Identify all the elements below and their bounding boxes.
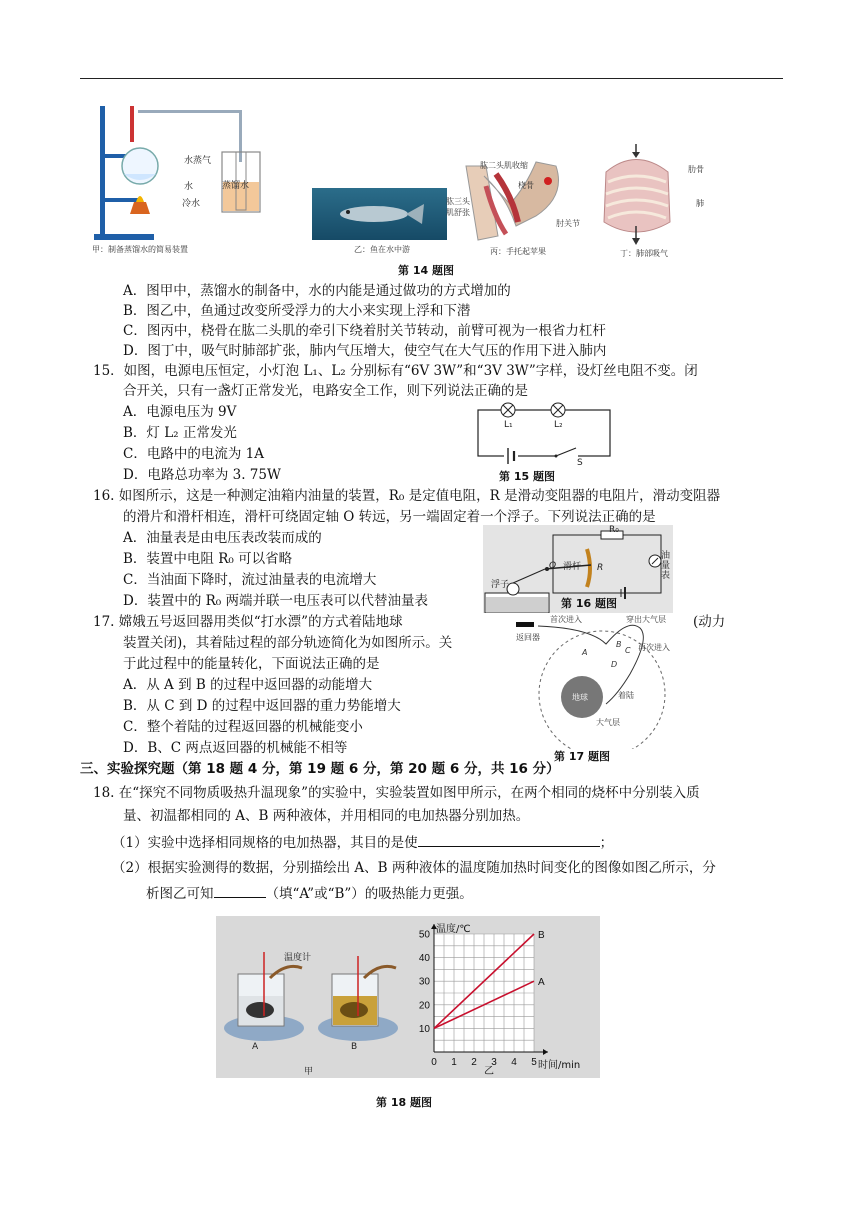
q14-option-c: C．图丙中，桡骨在肱二头肌的牵引下绕着肘关节转动，前臂可视为一根省力杠杆 — [123, 323, 606, 339]
chart-x-tick-label: 0 — [431, 1057, 437, 1068]
label-cold-water: 冷水 — [182, 199, 201, 209]
q18-part2-line1: （2）根据实验测得的数据，分别描绘出 A、B 两种液体的温度随加热时间变化的图像如图乙所示，分 — [112, 860, 716, 876]
label-rib: 肋骨 — [688, 165, 704, 174]
q14-option-b: B．图乙中，鱼通过改变所受浮力的大小来实现上浮和下潜 — [123, 303, 471, 319]
chart-x-tick-label: 3 — [491, 1057, 497, 1068]
q14-option-d: D．图丁中，吸气时肺部扩张，肺内气压增大，使空气在大气压的作用下进入肺内 — [123, 343, 607, 359]
label-slider: 滑杆 — [563, 562, 582, 572]
q18-part1-text: （1）实验中选择相同规格的电加热器，其目的是使 — [112, 835, 418, 851]
label-l1: L₁ — [504, 420, 513, 430]
q18-stem-line1: 18. 在“探究不同物质吸热升温现象”的实验中，实验装置如图甲所示，在两个相同的烧杯中分别装入质 — [93, 785, 700, 801]
label-elbow: 肘关节 — [556, 219, 580, 228]
header-rule — [80, 78, 783, 79]
q17-stem-line1: 17. 嫦娥五号返回器用类似“打水漂”的方式着陆地球 — [93, 614, 403, 630]
chart-series-label-a: A — [538, 977, 545, 989]
q16-option-a: A．油量表是由电压表改装而成的 — [123, 530, 322, 546]
caption-yi: 乙：鱼在水中游 — [354, 245, 410, 254]
fig15-title: 第 15 题图 — [499, 470, 555, 483]
q18-part2-lead: 析图乙可知 — [146, 886, 214, 902]
q17-stem-line2: 装置关闭)，其着陆过程的部分轨迹简化为如图所示。关 — [123, 635, 453, 651]
q15-stem-line2: 合开关，只有一盏灯正常发光，电路安全工作，则下列说法正确的是 — [123, 383, 528, 399]
label-c: C — [625, 646, 631, 655]
chart-x-arrow — [543, 1049, 548, 1055]
label-atmosphere: 大气层 — [596, 718, 620, 727]
chart-series-label-b: B — [538, 930, 545, 941]
ribcage-illustration — [596, 142, 706, 247]
q16-option-d: D．装置中的 R₀ 两端并联一电压表可以代替油量表 — [123, 593, 428, 609]
fig14-ding — [596, 142, 741, 262]
fig17-trajectory — [510, 614, 690, 764]
fish-photo — [312, 188, 447, 240]
label-l2: L₂ — [554, 420, 563, 430]
label-exit: 穿出大气层 — [626, 615, 666, 624]
chart-x-axis-label: 时间/min — [538, 1060, 581, 1071]
temperature-time-chart — [406, 916, 600, 1078]
fig14-title: 第 14 题图 — [398, 264, 454, 277]
fig14-bing — [446, 156, 596, 261]
chart-panel-label: 乙 — [484, 1066, 494, 1077]
q15-option-d: D．电路总功率为 3. 75W — [123, 467, 281, 483]
q17-option-a: A．从 A 到 B 的过程中返回器的动能增大 — [123, 677, 373, 693]
label-earth: 地球 — [572, 693, 588, 702]
q14-option-a: A．图甲中，蒸馏水的制备中，水的内能是通过做功的方式增加的 — [123, 283, 511, 299]
q15-option-c: C．电路中的电流为 1A — [123, 446, 264, 462]
chart-x-tick-label: 1 — [451, 1057, 457, 1068]
q18-part2-blank[interactable] — [214, 883, 266, 898]
label-lung: 肺 — [696, 199, 704, 208]
label-o: O — [549, 561, 557, 571]
fig14-jia — [92, 96, 272, 261]
q16-option-c: C．当油面下降时，流过油量表的电流增大 — [123, 572, 377, 588]
label-beaker-b: B — [351, 1042, 358, 1052]
label-radius: 桡骨 — [518, 181, 534, 190]
q18-part1-end: ； — [599, 835, 614, 851]
fig17-title: 第 17 题图 — [554, 750, 610, 763]
q18-part1-blank[interactable] — [418, 832, 600, 847]
label-r0: R₀ — [609, 525, 619, 535]
label-triceps: 肱三头肌舒张 — [446, 197, 470, 217]
q15-option-b: B．灯 L₂ 正常发光 — [123, 425, 237, 441]
q18-part2-tail: （填“A”或“B”）的吸热能力更强。 — [265, 886, 473, 902]
fig14-yi — [312, 188, 447, 258]
label-water: 水 — [184, 182, 194, 192]
chart-y-tick-label: 50 — [418, 929, 430, 941]
q15-stem-line1: 15．如图，电源电压恒定，小灯泡 L₁、L₂ 分别标有“6V 3W”和“3V 3W”字样，设灯丝电阻不变。闭 — [93, 363, 698, 379]
chart-y-tick-label: 20 — [418, 1000, 430, 1012]
chart-y-tick-label: 40 — [418, 953, 430, 965]
q17-option-b: B．从 C 到 D 的过程中返回器的重力势能增大 — [123, 698, 401, 714]
section-3-heading: 三、实验探究题（第 18 题 4 分，第 19 题 6 分，第 20 题 6 分，共 16 分） — [80, 761, 560, 777]
label-beaker-a: A — [252, 1042, 259, 1052]
label-biceps: 肱二头肌收缩 — [480, 161, 528, 170]
fig15-circuit — [470, 398, 620, 486]
label-d: D — [611, 660, 618, 669]
caption-ding: 丁：肺部吸气 — [620, 249, 668, 258]
q18-part1 — [112, 832, 613, 853]
label-steam: 水蒸气 — [184, 156, 212, 166]
q15-option-a: A．电源电压为 9V — [123, 404, 237, 420]
label-first-entry: 首次进入 — [550, 615, 582, 624]
caption-bing: 丙：手托起苹果 — [490, 247, 546, 256]
q16-option-b: B．装置中电阻 R₀ 可以省略 — [123, 551, 293, 567]
fig18-jia-beakers — [216, 916, 406, 1078]
chart-x-tick-label: 4 — [511, 1057, 517, 1068]
q18-stem-line2: 量、初温都相同的 A、B 两种液体，并用相同的电加热器分别加热。 — [123, 808, 530, 824]
q17-stem-line1-tail: (动力 — [693, 614, 726, 630]
series-circuit-diagram — [470, 398, 620, 468]
label-s: S — [577, 458, 583, 468]
q18-part2-line2 — [146, 883, 473, 904]
label-a: A — [582, 648, 588, 657]
label-b: B — [616, 640, 622, 649]
label-reentry: 再次进入 — [638, 643, 670, 652]
label-r: R — [597, 563, 604, 573]
q17-option-d: D．B、C 两点返回器的机械能不相等 — [123, 740, 348, 756]
q17-option-c: C．整个着陆的过程返回器的机械能变小 — [123, 719, 363, 735]
fig18-title: 第 18 题图 — [376, 1096, 432, 1109]
chart-y-tick-label: 10 — [418, 1023, 430, 1035]
label-meter: 油量表 — [661, 551, 671, 581]
fig16-title: 第 16 题图 — [561, 597, 617, 610]
label-float: 浮子 — [491, 580, 510, 590]
chart-x-tick-label: 2 — [471, 1057, 477, 1068]
label-distilled-water: 蒸馏水 — [222, 181, 250, 191]
fig18-panel — [216, 916, 600, 1078]
label-landing: 着陆 — [618, 691, 634, 700]
chart-y-axis-label: 温度/℃ — [436, 924, 471, 935]
q17-stem-line3: 于此过程中的能量转化，下面说法正确的是 — [123, 656, 380, 672]
fig16-oil-gauge — [483, 525, 673, 613]
caption-jia: 甲：制备蒸馏水的简易装置 — [92, 245, 188, 254]
q16-stem-line2: 的滑片和滑杆相连，滑杆可绕固定轴 O 转远，另一端固定着一个浮子。下列说法正确的是 — [123, 509, 656, 525]
chart-x-tick-label: 5 — [531, 1057, 537, 1068]
chart-y-tick-label: 30 — [418, 976, 430, 988]
label-thermometer: 温度计 — [284, 953, 312, 963]
q16-stem-line1: 16. 如图所示，这是一种测定油箱内油量的装置，R₀ 是定值电阻，R 是滑动变阻器的电阻片，滑动变阻器 — [93, 488, 721, 504]
label-capsule: 返回器 — [516, 633, 540, 642]
label-jia: 甲 — [304, 1067, 314, 1077]
